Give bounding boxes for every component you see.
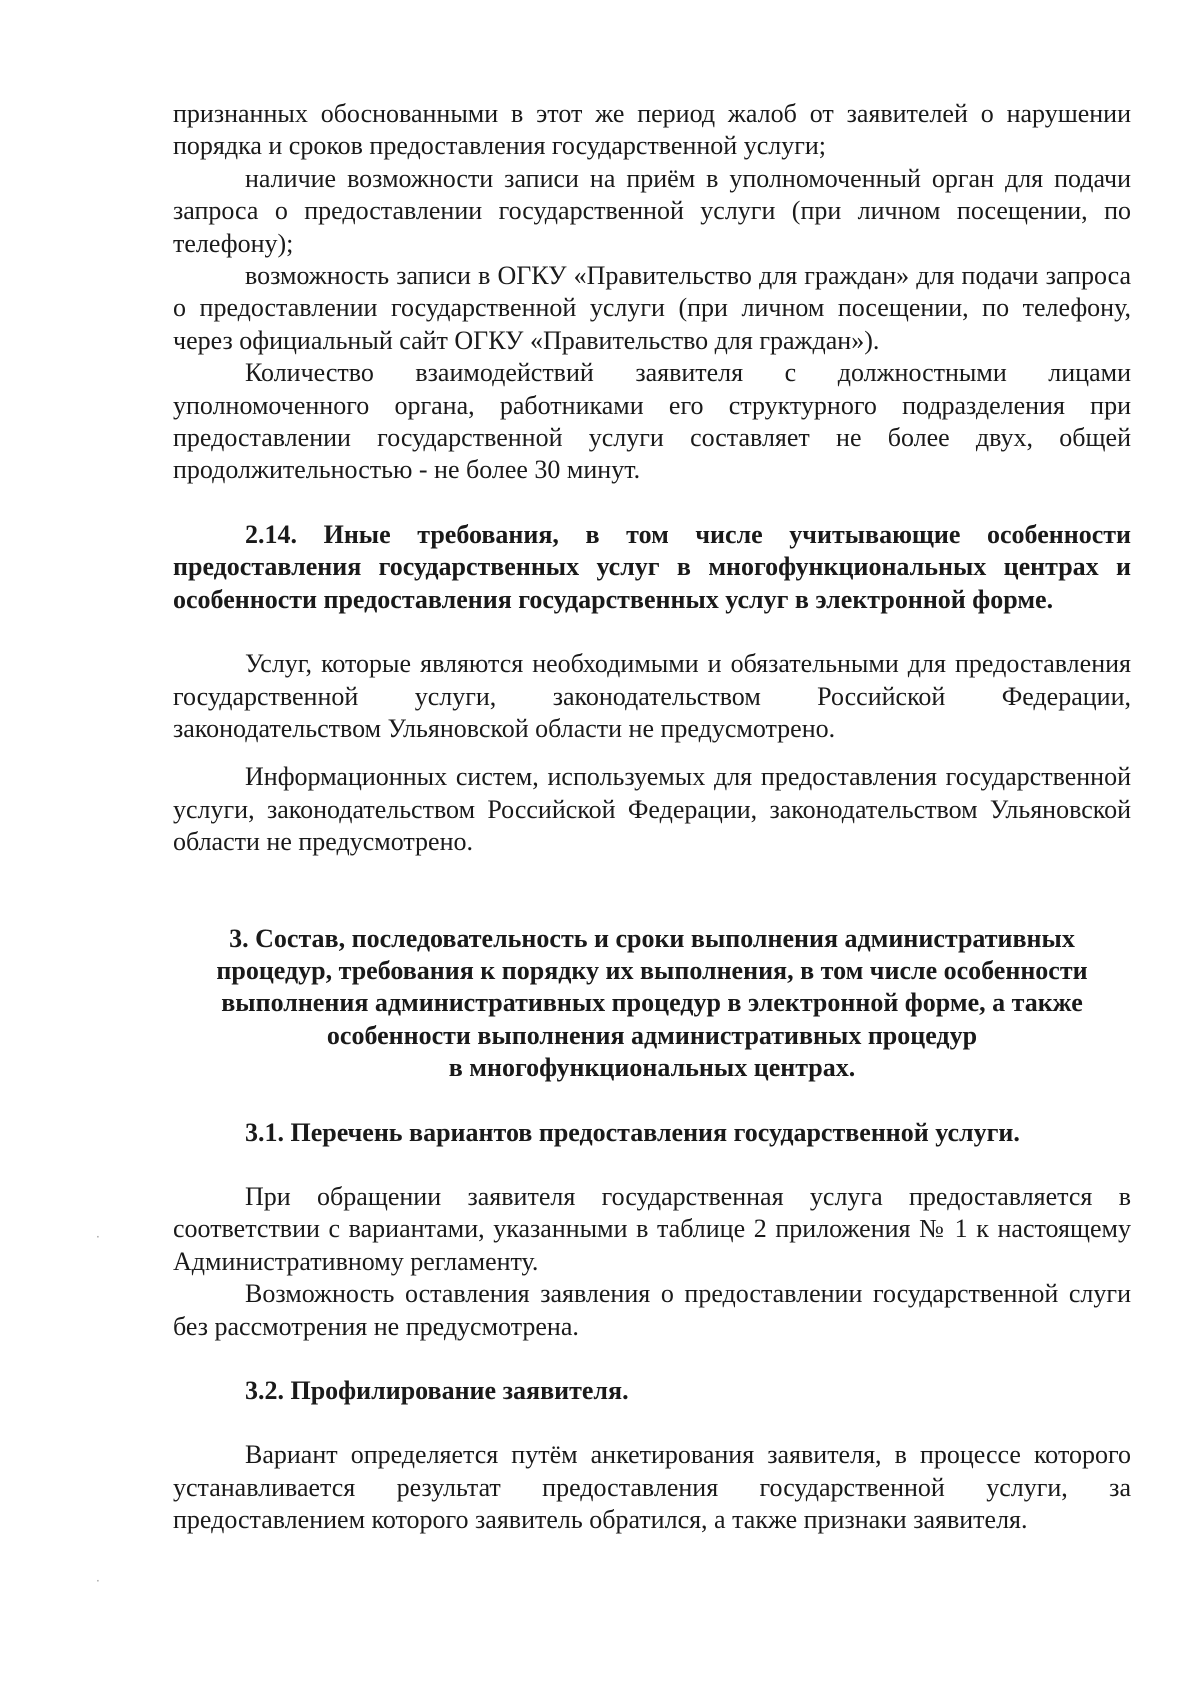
paragraph-appointment-authority: наличие возможности записи на приём в уполномоченный орган для подачи запроса о предоставлении государственной услуги (при личном посещении, по телефону); bbox=[173, 163, 1131, 258]
scan-speck: · bbox=[96, 1230, 100, 1244]
heading-section-3-line: процедур, требования к порядку их выполнения, в том числе особенности bbox=[216, 955, 1088, 985]
paragraph-appointment-ogku: возможность записи в ОГКУ «Правительство для граждан» для подачи запроса о предоставлении государственной услуги (при личном посещении, по телефону, через официальный сайт ОГКУ «Правительство для граждан»). bbox=[173, 261, 1131, 355]
heading-section-3-line: особенности выполнения административных процедур bbox=[326, 1020, 978, 1050]
paragraph-mandatory-services: Услуг, которые являются необходимыми и обязательными для предоставления государственной услуги, законодательством Российской Федерации, законодательством Ульяновской области не предусмотрено. bbox=[173, 649, 1131, 743]
heading-3-2: 3.2. Профилирование заявителя. bbox=[245, 1376, 629, 1405]
paragraph-profiling: Вариант определяется путём анкетирования заявителя, в процессе которого устанавливается результат предоставления государственной услуги, за предоставлением которого заявитель обратился, а также признаки заявителя. bbox=[173, 1440, 1131, 1535]
heading-section-3-line: выполнения административных процедур в электронной форме, а также bbox=[221, 988, 1083, 1018]
paragraph-complaints: признанных обоснованными в этот же период жалоб от заявителей о нарушении порядка и сроков предоставления государственной услуги; bbox=[173, 99, 1131, 161]
heading-3-1: 3.1. Перечень вариантов предоставления государственной услуги. bbox=[245, 1117, 1020, 1147]
heading-2-14: 2.14. Иные требования, в том числе учитывающие особенности предоставления государственных услуг в многофункциональных центрах и особенности предоставления государственных услуг в электронной форме. bbox=[173, 519, 1131, 614]
heading-section-3-line: в многофункциональных центрах. bbox=[448, 1053, 856, 1083]
paragraph-information-systems: Информационных систем, используемых для предоставления государственной услуги, законодательством Российской Федерации, законодательством Ульяновской области не предусмотрено. bbox=[173, 762, 1131, 857]
paragraph-no-dismissal: Возможность оставления заявления о предоставлении государственной слуги без рассмотрения не предусмотрена. bbox=[173, 1279, 1131, 1341]
heading-section-3-line: 3. Состав, последовательность и сроки выполнения административных bbox=[229, 923, 1075, 953]
paragraph-variants: При обращении заявителя государственная услуга предоставляется в соответствии с вариантами, указанными в таблице 2 приложения № 1 к настоящему Административному регламенту. bbox=[173, 1181, 1131, 1276]
heading-section-3 bbox=[173, 923, 1131, 1085]
paragraph-interactions: Количество взаимодействий заявителя с должностными лицами уполномоченного органа, работниками его структурного подразделения при предоставлении государственной услуги составляет не более двух, общей продолжительностью - не более 30 минут. bbox=[173, 358, 1131, 485]
scan-speck: · bbox=[96, 1574, 100, 1588]
document-page bbox=[173, 98, 1131, 1537]
